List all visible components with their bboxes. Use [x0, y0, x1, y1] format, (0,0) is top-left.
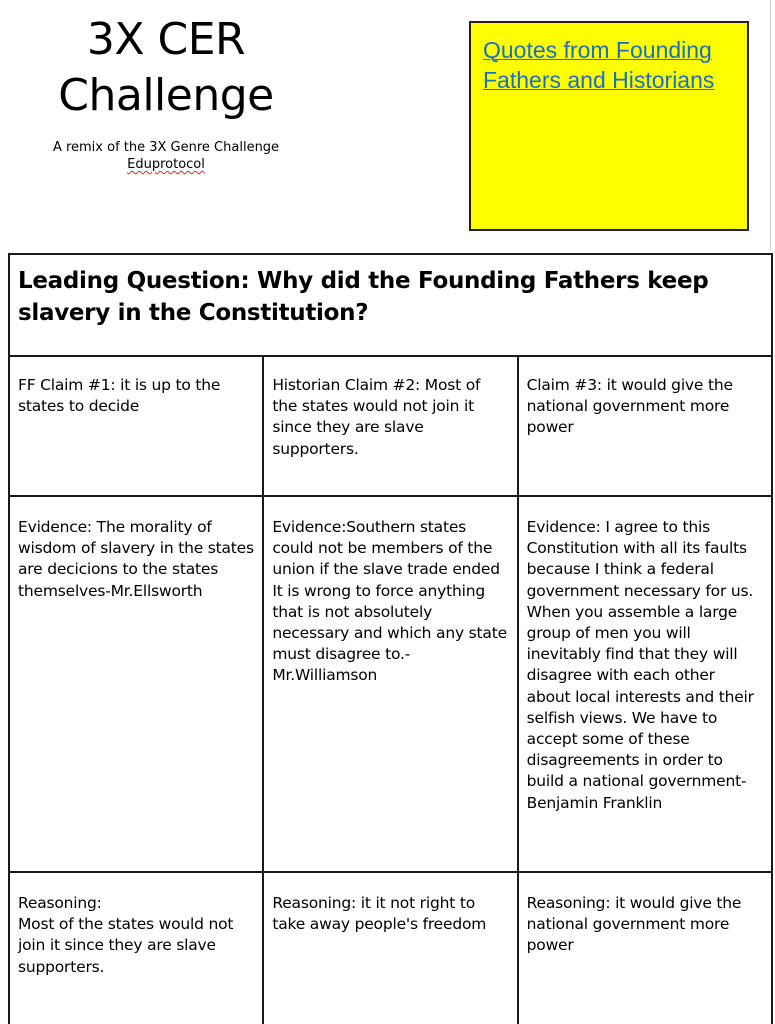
quotes-link[interactable]: Quotes from Founding Fathers and Historians	[483, 37, 715, 93]
claim-cell-3[interactable]	[518, 356, 772, 496]
evidence-1: Evidence: The morality of wisdom of slavery in the states are decicions to the states themselves-Mr.Ellsworth	[18, 518, 254, 600]
evidence-cell-3[interactable]	[518, 496, 772, 872]
leading-question-cell[interactable]	[9, 254, 772, 356]
evidence-cell-1[interactable]	[9, 496, 263, 872]
claim-cell-1[interactable]	[9, 356, 263, 496]
claim-cell-2[interactable]	[263, 356, 517, 496]
quotes-box	[469, 21, 749, 231]
claim-1: FF Claim #1: it is up to the states to decide	[18, 376, 221, 416]
document-title	[20, 12, 312, 124]
reasoning-cell-1[interactable]	[9, 872, 263, 1024]
leading-question: Leading Question: Why did the Founding Fathers keep slavery in the Constitution?	[18, 268, 709, 326]
reasoning-3: Reasoning: it would give the national government more power	[526, 894, 742, 955]
document-subtitle	[20, 139, 312, 173]
reasoning-1: Reasoning: Most of the states would not join it since they are slave supporters.	[18, 894, 234, 976]
claim-3: Claim #3: it would give the national government more power	[526, 376, 733, 437]
reasoning-cell-3[interactable]	[518, 872, 772, 1024]
evidence-cell-2[interactable]	[263, 496, 517, 872]
reasoning-2: Reasoning: it it not right to take away people's freedom	[272, 894, 487, 934]
subtitle-line-2	[20, 156, 312, 173]
evidence-2: Evidence:Southern states could not be members of the union if the slave trade ended It is wrong to force anything that is not absolutely necessary and which any state must disagree to.-Mr.Williamson	[272, 518, 507, 685]
cer-table	[8, 253, 773, 1024]
page-edge	[770, 0, 771, 250]
spellcheck-word: Eduprotocol	[127, 157, 205, 172]
subtitle-line-1: A remix of the 3X Genre Challenge	[52, 140, 280, 155]
evidence-3: Evidence: I agree to this Constitution with all its faults because I think a federal government necessary for us. When you assemble a large group of men you will inevitably find that they will disagree with each other about local interests and their selfish views. We have to accept some of these disagreements in order to build a national government-Benjamin Franklin	[526, 518, 754, 812]
claim-2: Historian Claim #2: Most of the states would not join it since they are slave supporters.	[272, 376, 481, 458]
reasoning-cell-2[interactable]	[263, 872, 517, 1024]
document-title-text: 3X CER Challenge	[58, 14, 274, 121]
